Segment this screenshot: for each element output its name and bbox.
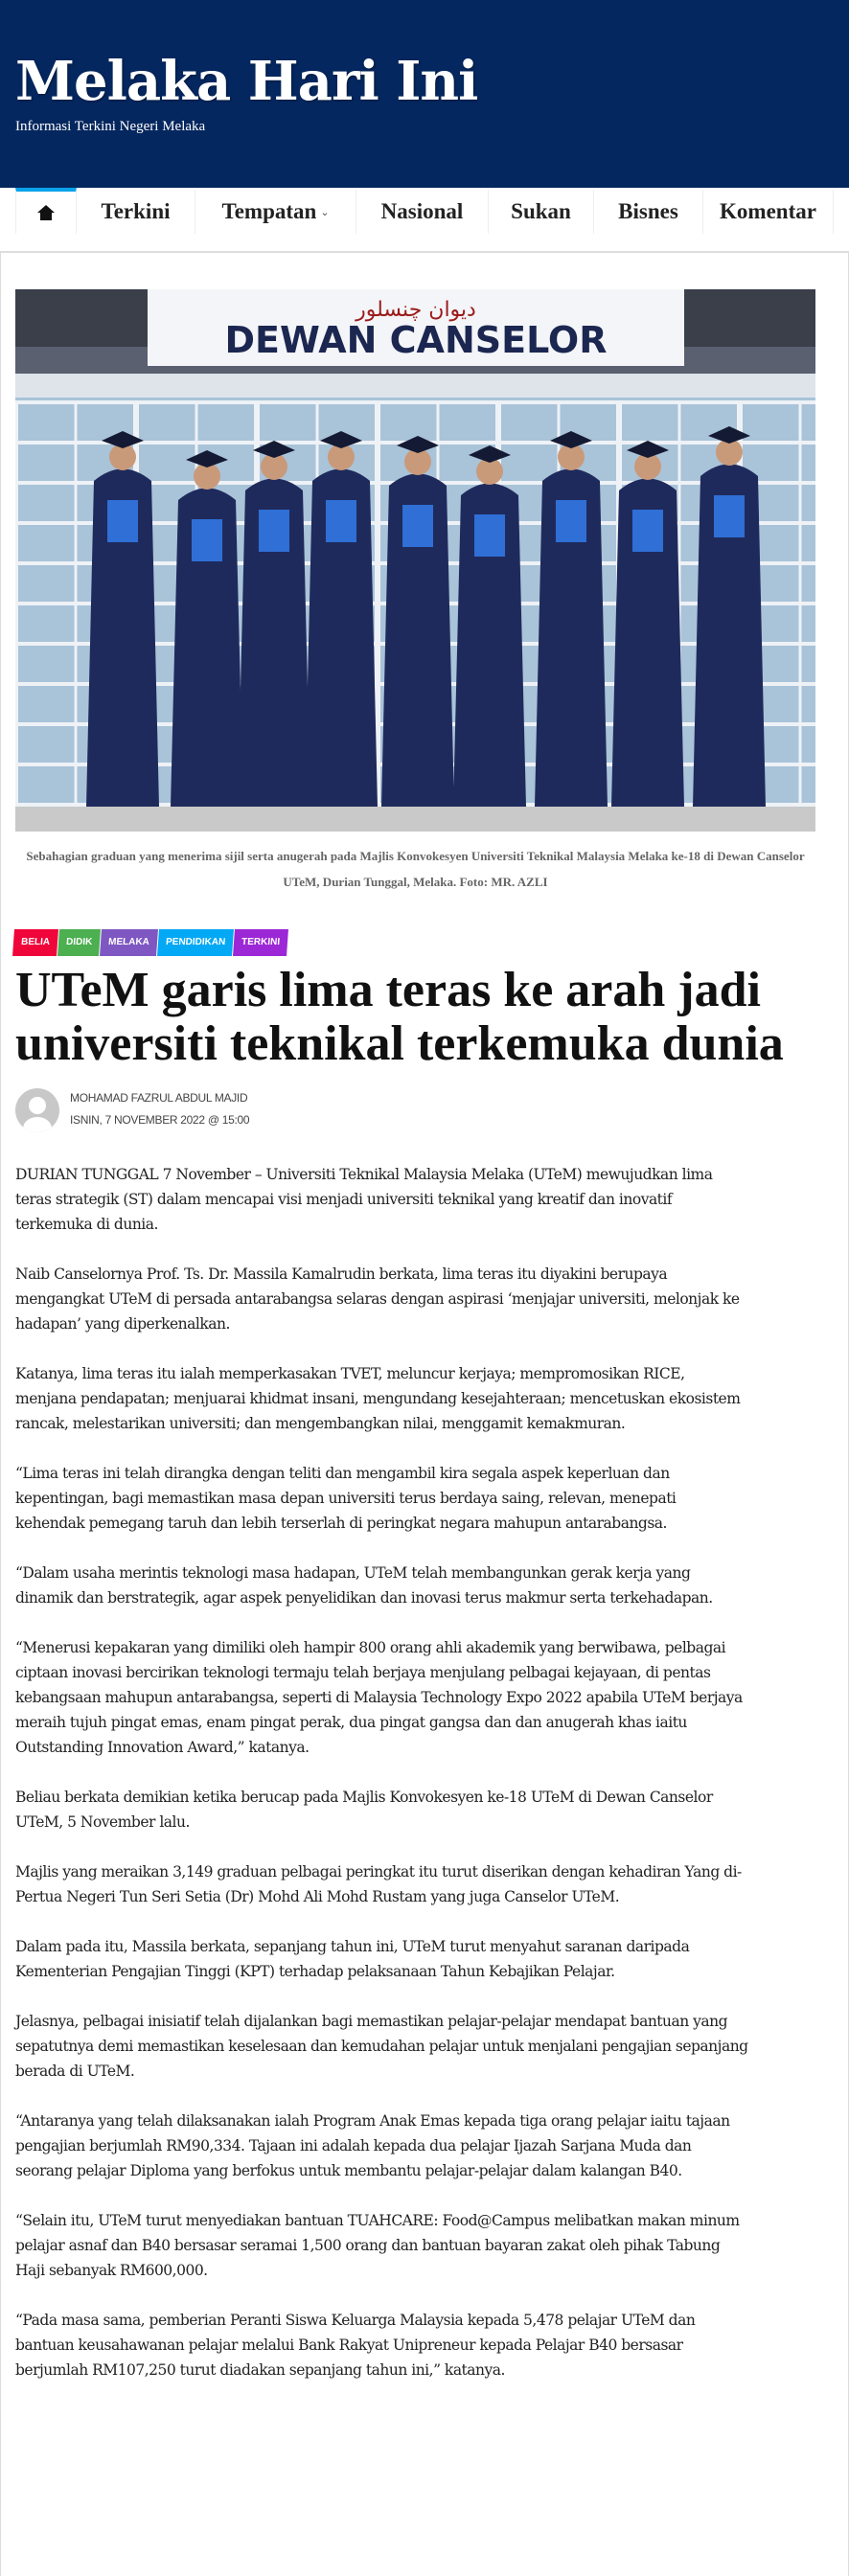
- publish-date: ISNIN, 7 NOVEMBER 2022 @ 15:00: [70, 1113, 250, 1127]
- nav-komentar[interactable]: [703, 190, 834, 234]
- article-paragraph: “Selain itu, UTeM turut menyediakan bantuan TUAHCARE: Food@Campus melibatkan makan minum pelajar asnaf dan B40 bersasar seramai 1,500 orang dan bantuan bayaran zakat oleh pihak Tabung Haji sebanyak RM600,000.: [15, 2212, 740, 2279]
- article-paragraph: Majlis yang meraikan 3,149 graduan pelbagai peringkat itu turut diserikan dengan kehadiran Yang di-Pertua Negeri Tun Seri Setia (Dr) Mohd Ali Mohd Rustam yang juga Canselor UTeM.: [15, 1863, 742, 1905]
- tag-belia[interactable]: BELIA: [12, 929, 58, 956]
- featured-photo: [15, 289, 815, 832]
- article-paragraph: “Menerusi kepakaran yang dimiliki oleh hampir 800 orang ahli akademik yang berwibawa, pelbagai ciptaan inovasi bercirikan teknologi termaju telah berjaya menjulang pelbagai kejayaan, di pentas kebangsaan mahupun antarabangsa, seperti di Malaysia Technology Expo 2022 apabila UTeM berjaya meraih tujuh pingat emas, enam pingat perak, dua pingat gangsa dan dan anugerah khas iaitu Outstanding Innovation Award,” katanya.: [15, 1639, 743, 1756]
- nav-nasional[interactable]: [356, 190, 489, 234]
- main-nav: [0, 188, 849, 253]
- article-paragraph: Jelasnya, pelbagai inisiatif telah dijalankan bagi memastikan pelajar-pelajar mendapat bantuan yang sepatutnya demi memastikan keselesaan dan kemudahan pelajar untuk menjalani pengajian sepanjang berada di UTeM.: [15, 2013, 748, 2080]
- tag-terkini[interactable]: TERKINI: [233, 929, 288, 956]
- author-avatar: [15, 1088, 59, 1132]
- nav-terkini[interactable]: [77, 190, 195, 234]
- site-header: [0, 0, 849, 188]
- tag-melaka[interactable]: MELAKA: [100, 929, 158, 956]
- author-name[interactable]: MOHAMAD FAZRUL ABDUL MAJID: [70, 1091, 248, 1105]
- nav-sukan[interactable]: [489, 190, 594, 234]
- article-body: [15, 1162, 748, 2407]
- chevron-down-icon: ⌄: [320, 206, 330, 218]
- nav-label: Komentar: [720, 199, 816, 223]
- nav-label: Sukan: [511, 199, 571, 223]
- article-paragraph: DURIAN TUNGGAL 7 November – Universiti Teknikal Malaysia Melaka (UTeM) mewujudkan lima teras strategik (ST) dalam mencapai visi menjadi universiti teknikal yang kreatif dan inovatif terkemuka di dunia.: [15, 1166, 713, 1233]
- article-paragraph: “Lima teras ini telah dirangka dengan teliti dan mengambil kira segala aspek keperluan dan kepentingan, bagi memastikan masa depan universiti terus berdaya saing, relevan, menepati kehendak pemegang taruh dan lebih terserlah di peringkat negara mahupun antarabangsa.: [15, 1465, 677, 1532]
- home-icon: [37, 205, 55, 220]
- category-tags: [13, 929, 287, 956]
- photo-caption: Sebahagian graduan yang menerima sijil serta anugerah pada Majlis Konvokesyen Universiti Teknikal Malaysia Melaka ke-18 di Dewan Canselor UTeM, Durian Tunggal, Melaka. Foto: MR. AZLI: [26, 849, 805, 889]
- article-title: UTeM garis lima teras ke arah jadi universiti teknikal terkemuka dunia: [15, 963, 784, 1071]
- nav-label: Terkini: [101, 199, 171, 223]
- article-paragraph: Dalam pada itu, Massila berkata, sepanjang tahun ini, UTeM turut menyahut saranan daripada Kementerian Pengajian Tinggi (KPT) terhadap pelaksanaan Tahun Kebajikan Pelajar.: [15, 1938, 690, 1980]
- nav-home[interactable]: [15, 188, 77, 234]
- sign-text: DEWAN CANSELOR: [224, 319, 608, 361]
- article-meta: [70, 1087, 249, 1131]
- nav-label: Tempatan: [221, 199, 317, 223]
- nav-bisnes[interactable]: [594, 190, 703, 234]
- tag-pendidikan[interactable]: PENDIDIKAN: [157, 929, 234, 956]
- article-paragraph: “Pada masa sama, pemberian Peranti Siswa Keluarga Malaysia kepada 5,478 pelajar UTeM dan bantuan keusahawanan pelajar melalui Bank Rakyat Unipreneur kepada Pelajar B40 bersasar berjumlah RM107,250 turut diadakan sepanjang tahun ini,” katanya.: [15, 2312, 696, 2379]
- article-paragraph: Katanya, lima teras itu ialah memperkasakan TVET, meluncur kerjaya; mempromosikan RICE, menjana pendapatan; menjuarai khidmat insani, mengundang kesejahteraan; mencetuskan ekosistem rancak, melestarikan universiti; dan mengembangkan nilai, menggamit kemakmuran.: [15, 1365, 741, 1432]
- tag-didik[interactable]: DIDIK: [57, 929, 101, 956]
- article-paragraph: “Antaranya yang telah dilaksanakan ialah Program Anak Emas kepada tiga orang pelajar iaitu tajaan pengajian berjumlah RM90,334. Tajaan ini adalah kepada dua pelajar Ijazah Sarjana Muda dan seorang pelajar Diploma yang berfokus untuk membantu pelajar-pelajar dalam kalangan B40.: [15, 2112, 730, 2179]
- article-paragraph: Beliau berkata demikian ketika berucap pada Majlis Konvokesyen ke-18 UTeM di Dewan Canselor UTeM, 5 November lalu.: [15, 1789, 713, 1831]
- page-border-left: [0, 253, 1, 2576]
- article-paragraph: Naib Canselornya Prof. Ts. Dr. Massila Kamalrudin berkata, lima teras itu diyakini berupaya mengangkat UTeM di persada antarabangsa selaras dengan aspirasi ‘menjajar universiti, melonjak ke hadapan’ yang diperkenalkan.: [15, 1265, 740, 1333]
- nav-tempatan[interactable]: [195, 190, 356, 234]
- article-paragraph: “Dalam usaha merintis teknologi masa hadapan, UTeM telah membangunkan gerak kerja yang dinamik dan berstrategik, agar aspek penyelidikan dan inovasi terus makmur serta terkehadapan.: [15, 1564, 713, 1607]
- site-title[interactable]: Melaka Hari Ini: [15, 50, 478, 113]
- nav-label: Nasional: [380, 199, 464, 223]
- nav-label: Bisnes: [618, 199, 678, 223]
- site-tagline: Informasi Terkini Negeri Melaka: [15, 119, 206, 134]
- sign-jawi: ديوان چنسلور: [356, 298, 476, 322]
